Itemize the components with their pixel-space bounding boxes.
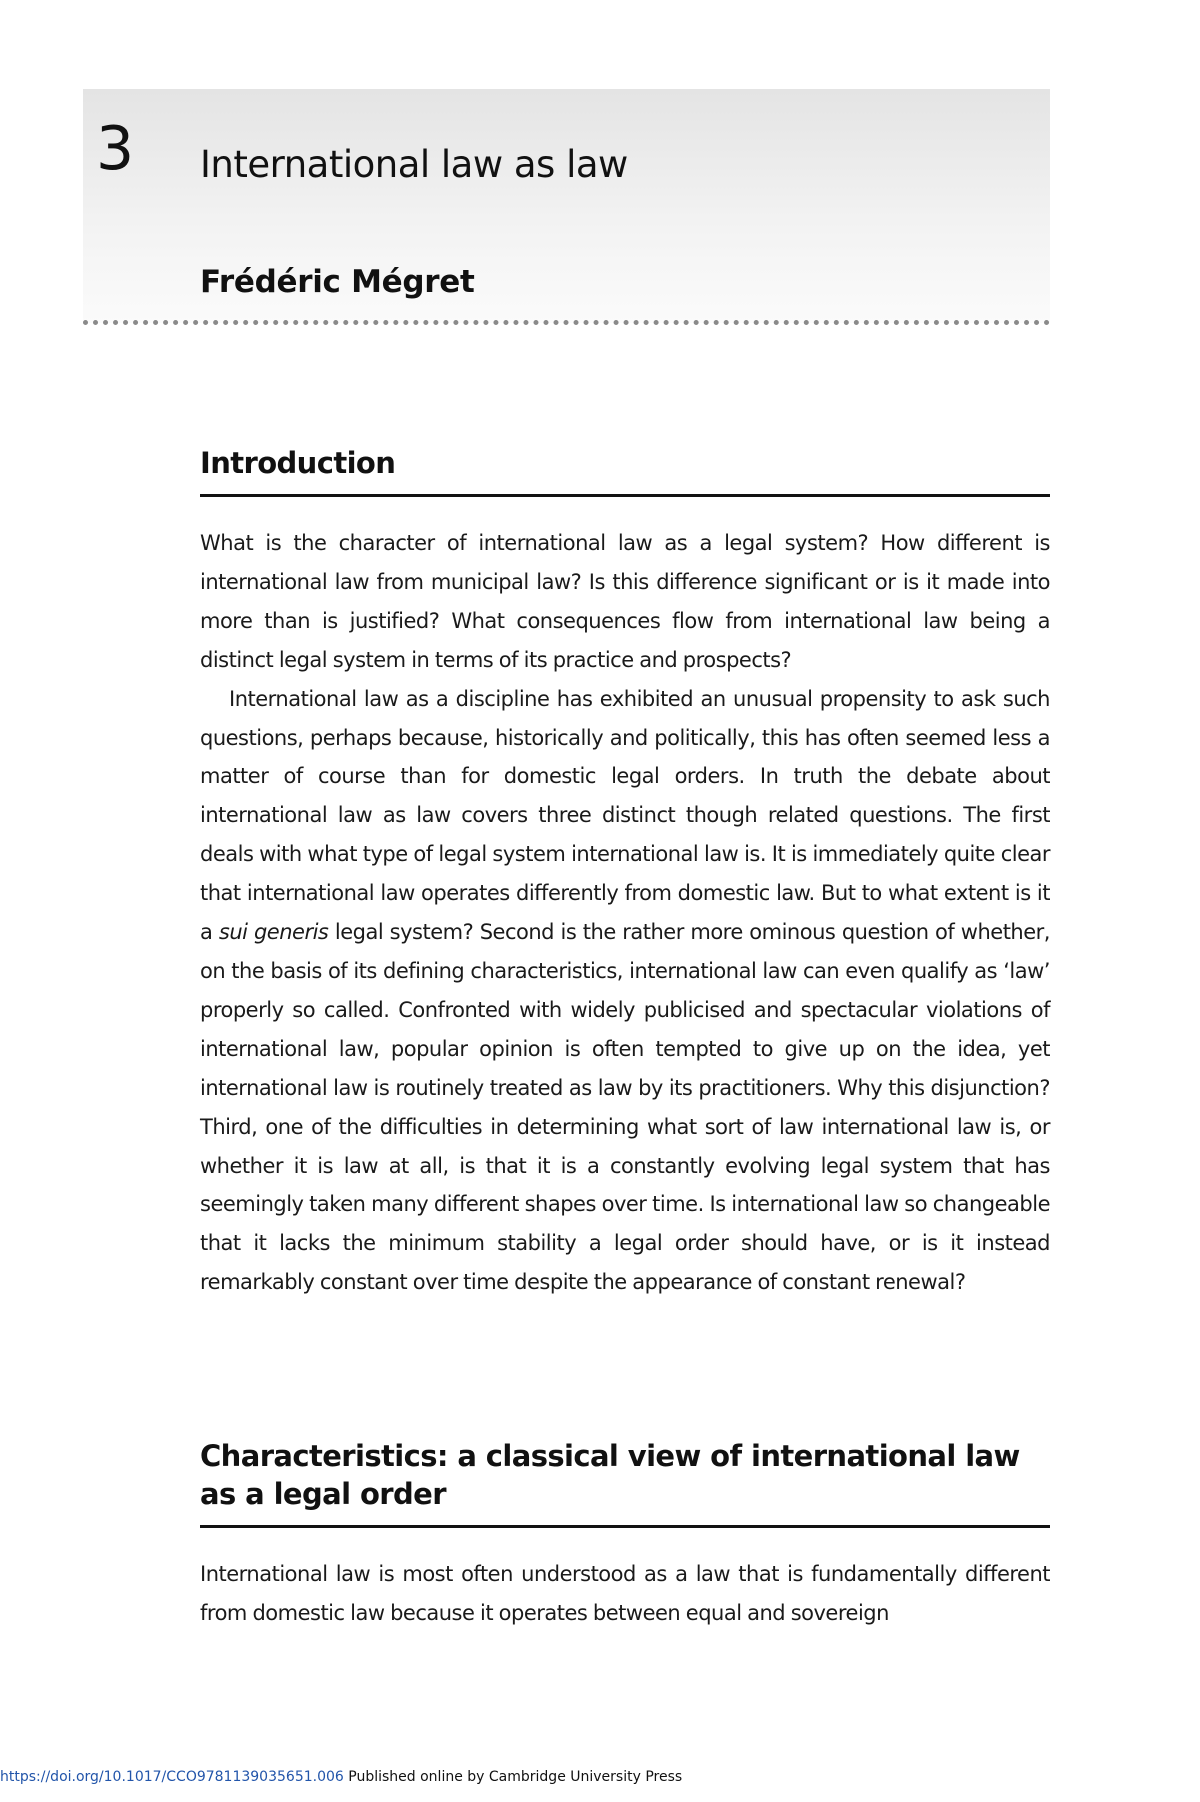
- italic-term: sui generis: [218, 920, 329, 945]
- doi-link[interactable]: https://doi.org/10.1017/CCO9781139035651.006: [0, 1769, 344, 1785]
- heading-line: Characteristics: a classical view of international law: [200, 1439, 1020, 1473]
- section-heading-characteristics: [200, 1437, 1050, 1513]
- chapter-header: [83, 89, 1050, 323]
- paragraph: [200, 680, 1050, 1303]
- paragraph: International law is most often understood as a law that is fundamentally different from domestic law because it operates between equal and sovereign: [200, 1562, 1050, 1625]
- introduction-body: [200, 524, 1050, 1302]
- publisher-note: Published online by Cambridge University Press: [343, 1769, 683, 1785]
- heading-line: as a legal order: [200, 1477, 446, 1511]
- section-divider: [200, 1525, 1050, 1528]
- chapter-author: Frédéric Mégret: [200, 264, 475, 300]
- section-heading-introduction: Introduction: [200, 446, 396, 480]
- section-divider: [200, 494, 1050, 497]
- chapter-title: International law as law: [200, 143, 628, 186]
- paragraph: What is the character of international law as a legal system? How different is international law from municipal law? Is this difference significant or is it made into more than is justified? What consequences flow from international law being a distinct legal system in terms of its practice and prospects?: [200, 531, 1050, 672]
- page-footer: [0, 1768, 682, 1786]
- chapter-number: 3: [96, 114, 135, 184]
- paragraph-text: legal system? Second is the rather more ominous question of whether, on the basis of its defining characteristics, international law can even qualify as ‘law’ properly so called. Confronted with widely publicised and spectacular violations of international law, popular opinion is often tempted to give up on the idea, yet international law is routinely treated as law by its practitioners. Why this disjunction? Third, one of the difficulties in determining what sort of law international law is, or whether it is law at all, is that it is a constantly evolving legal system that has seemingly taken many different shapes over time. Is international law so changeable that it lacks the minimum stability a legal order should have, or is it instead remarkably constant over time despite the appearance of constant renewal?: [200, 920, 1050, 1295]
- header-dotted-divider: [83, 320, 1050, 325]
- paragraph-text: International law as a discipline has exhibited an unusual propensity to ask such questions, perhaps because, historically and politically, this has often seemed less a matter of course than for domestic legal orders. In truth the debate about international law as law covers three distinct though related questions. The first deals with what type of legal system international law is. It is immediately quite clear that international law operates differently from domestic law. But to what extent is it a: [200, 686, 1050, 945]
- characteristics-body: [200, 1555, 1050, 1633]
